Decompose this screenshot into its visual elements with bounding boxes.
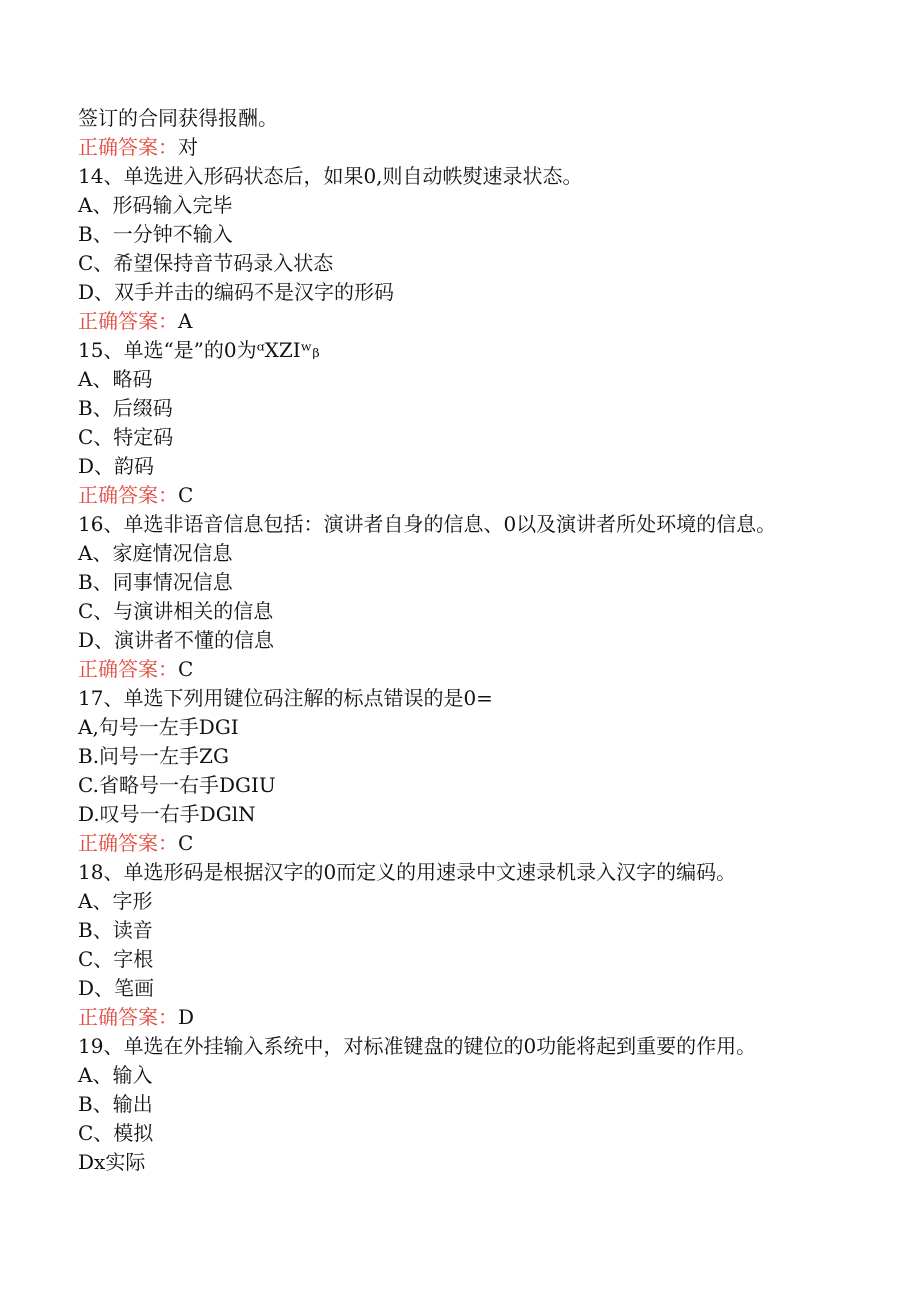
answer-value: D: [178, 1005, 195, 1029]
question-option: D、演讲者不懂的信息: [78, 628, 275, 652]
question-stem: 18、单选形码是根据汉字的0而定义的用速录中文速录机录入汉字的编码。: [78, 860, 737, 884]
question-option: C、模拟: [78, 1121, 154, 1145]
answer-label: 正确答案：: [78, 135, 178, 159]
question-option: D.叹号一右手DGlN: [78, 802, 256, 826]
question-option: C、特定码: [78, 425, 174, 449]
question-option: C、与演讲相关的信息: [78, 599, 274, 623]
question-option: B、后缀码: [78, 396, 173, 420]
answer-label: 正确答案：: [78, 657, 178, 681]
answer-value: C: [178, 483, 194, 507]
answer-line: [78, 1003, 878, 1032]
question-option: A、输入: [78, 1063, 153, 1087]
question-option: B、一分钟不输入: [78, 222, 233, 246]
question-stem: 16、单选非语音信息包括：演讲者自身的信息、0以及演讲者所处环境的信息。: [78, 512, 777, 536]
answer-value: 对: [178, 135, 198, 159]
question-option: A、略码: [78, 367, 153, 391]
question-stem: 17、单选下列用键位码注解的标点错误的是0=: [78, 686, 493, 710]
question-option: C.省略号一右手DGIU: [78, 773, 276, 797]
question-option: C、希望保持音节码录入状态: [78, 251, 334, 275]
question-stem: 15、单选“是”的0为ᵅXZIʷᵦ: [78, 338, 320, 362]
question-option: D、韵码: [78, 454, 155, 478]
answer-line: [78, 829, 878, 858]
answer-label: 正确答案：: [78, 483, 178, 507]
question-stem: 14、单选进入形码状态后，如果0,则自动帙熨速录状态。: [78, 164, 583, 188]
document-page: [78, 104, 878, 1177]
question-option: A,句号一左手DGI: [78, 715, 239, 739]
continuation-text: 签订的合同获得报酬。: [78, 106, 278, 130]
answer-label: 正确答案：: [78, 1005, 178, 1029]
answer-label: 正确答案：: [78, 309, 178, 333]
question-option: D、笔画: [78, 976, 155, 1000]
answer-line: [78, 655, 878, 684]
question-option: C、字根: [78, 947, 154, 971]
answer-line: [78, 307, 878, 336]
question-stem: 19、单选在外挂输入系统中，对标准键盘的键位的0功能将起到重要的作用。: [78, 1034, 757, 1058]
question-option: B、输出: [78, 1092, 153, 1116]
question-option: B.问号一左手ZG: [78, 744, 229, 768]
question-option: D、双手并击的编码不是汉字的形码: [78, 280, 395, 304]
question-option: B、同事情况信息: [78, 570, 233, 594]
question-option: B、读音: [78, 918, 153, 942]
answer-line: [78, 481, 878, 510]
answer-value: C: [178, 657, 194, 681]
question-option: A、字形: [78, 889, 153, 913]
question-option: A、形码输入完毕: [78, 193, 233, 217]
question-option: A、家庭情况信息: [78, 541, 233, 565]
answer-value: C: [178, 831, 194, 855]
answer-label: 正确答案：: [78, 831, 178, 855]
question-option: Dx实际: [78, 1150, 146, 1174]
answer-value: A: [178, 309, 193, 333]
answer-line: [78, 133, 878, 162]
